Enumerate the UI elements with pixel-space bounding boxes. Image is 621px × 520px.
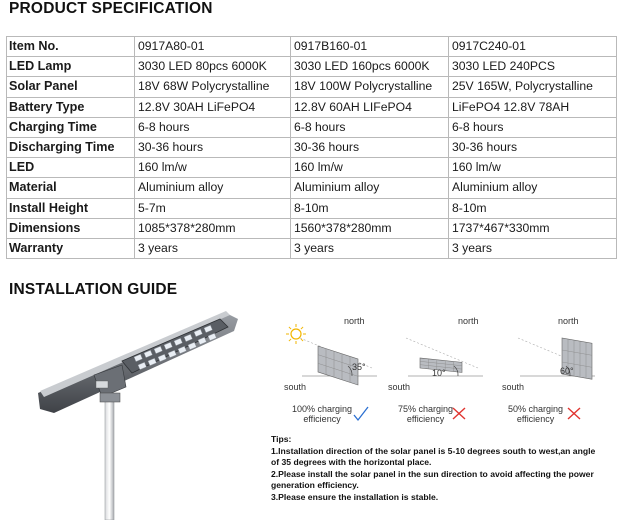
spec-row-label: Warranty — [7, 238, 135, 258]
spec-cell: 160 lm/w — [449, 158, 617, 178]
spec-cell: 6-8 hours — [135, 117, 291, 137]
spec-row-label: Material — [7, 178, 135, 198]
spec-cell: 6-8 hours — [449, 117, 617, 137]
spec-cell: 3 years — [449, 238, 617, 258]
panel-angle-diagram — [500, 318, 618, 433]
spec-cell: 160 lm/w — [135, 158, 291, 178]
spec-cell: 18V 100W Polycrystalline — [291, 77, 449, 97]
north-label: north — [344, 316, 365, 326]
spec-cell: 0917A80-01 — [135, 37, 291, 57]
spec-row-label: Battery Type — [7, 97, 135, 117]
tip-line: generation efficiency. — [271, 480, 359, 491]
spec-table — [6, 36, 617, 259]
spec-cell: 8-10m — [291, 198, 449, 218]
spec-cell: 30-36 hours — [449, 137, 617, 157]
spec-cell: 5-7m — [135, 198, 291, 218]
tip-line: of 35 degrees with the horizontal place. — [271, 457, 432, 468]
efficiency-word: efficiency — [406, 414, 445, 424]
spec-row-label: Charging Time — [7, 117, 135, 137]
panel-angle-diagram — [388, 318, 506, 433]
spec-cell: 3 years — [135, 238, 291, 258]
cross-icon — [453, 408, 465, 419]
spec-row-label: Install Height — [7, 198, 135, 218]
spec-row — [7, 77, 617, 97]
spec-cell: 30-36 hours — [291, 137, 449, 157]
street-lamp-illustration — [30, 305, 245, 520]
installation-tips — [271, 434, 616, 504]
spec-cell: Aluminium alloy — [135, 178, 291, 198]
cross-icon — [568, 408, 580, 419]
spec-cell: 25V 165W, Polycrystalline — [449, 77, 617, 97]
efficiency-word: efficiency — [303, 414, 341, 424]
spec-cell: 3030 LED 160pcs 6000K — [291, 57, 449, 77]
charging-efficiency-label — [398, 404, 453, 424]
spec-cell: 1560*378*280mm — [291, 218, 449, 238]
tip-line: 3.Please ensure the installation is stable. — [271, 491, 439, 502]
charging-efficiency-label — [292, 404, 352, 424]
spec-row — [7, 57, 617, 77]
spec-cell: Aluminium alloy — [291, 178, 449, 198]
spec-row-label: Solar Panel — [7, 77, 135, 97]
spec-row-label: LED Lamp — [7, 57, 135, 77]
tip-line: 2.Please install the solar panel in the sun direction to avoid affecting the power — [271, 468, 594, 479]
spec-row-label: LED — [7, 158, 135, 178]
spec-row-label: Dimensions — [7, 218, 135, 238]
spec-row — [7, 198, 617, 218]
angle-label: 35° — [352, 362, 366, 372]
spec-cell: 1737*467*330mm — [449, 218, 617, 238]
north-label: north — [558, 316, 579, 326]
south-label: south — [284, 382, 307, 392]
efficiency-percent: 100% charging — [292, 404, 353, 414]
angle-label: 10° — [432, 368, 446, 378]
spec-cell: 18V 68W Polycrystalline — [135, 77, 291, 97]
spec-row — [7, 178, 617, 198]
spec-cell: 8-10m — [449, 198, 617, 218]
spec-row — [7, 137, 617, 157]
spec-cell: 160 lm/w — [291, 158, 449, 178]
spec-row — [7, 218, 617, 238]
spec-cell: 3030 LED 80pcs 6000K — [135, 57, 291, 77]
efficiency-percent: 50% charging — [508, 404, 564, 414]
spec-cell: 0917C240-01 — [449, 37, 617, 57]
charging-efficiency-label — [508, 404, 563, 424]
spec-row — [7, 158, 617, 178]
spec-row — [7, 117, 617, 137]
spec-cell: 0917B160-01 — [291, 37, 449, 57]
spec-row — [7, 97, 617, 117]
spec-cell: 6-8 hours — [291, 117, 449, 137]
efficiency-percent: 75% charging — [398, 404, 454, 414]
spec-cell: 3030 LED 240PCS — [449, 57, 617, 77]
spec-cell: 12.8V 60AH LIFePO4 — [291, 97, 449, 117]
spec-row-label: Item No. — [7, 37, 135, 57]
angle-label: 60° — [560, 366, 574, 376]
panel-angle-diagram — [282, 318, 400, 433]
south-label: south — [502, 382, 525, 392]
spec-cell: Aluminium alloy — [449, 178, 617, 198]
north-label: north — [458, 316, 479, 326]
spec-row-label: Discharging Time — [7, 137, 135, 157]
check-icon — [354, 407, 368, 420]
efficiency-word: efficiency — [516, 414, 555, 424]
south-label: south — [388, 382, 411, 392]
spec-cell: LiFePO4 12.8V 78AH — [449, 97, 617, 117]
sun-icon — [291, 329, 301, 339]
spec-row — [7, 37, 617, 57]
tips-heading: Tips: — [271, 434, 292, 444]
spec-cell: 12.8V 30AH LiFePO4 — [135, 97, 291, 117]
spec-row — [7, 238, 617, 258]
tip-line: 1.Installation direction of the solar panel is 5-10 degrees south to west,an angle — [271, 445, 596, 456]
install-section-title: INSTALLATION GUIDE — [9, 281, 178, 298]
spec-cell: 3 years — [291, 238, 449, 258]
spec-cell: 30-36 hours — [135, 137, 291, 157]
spec-section-title: PRODUCT SPECIFICATION — [9, 0, 213, 17]
spec-cell: 1085*378*280mm — [135, 218, 291, 238]
